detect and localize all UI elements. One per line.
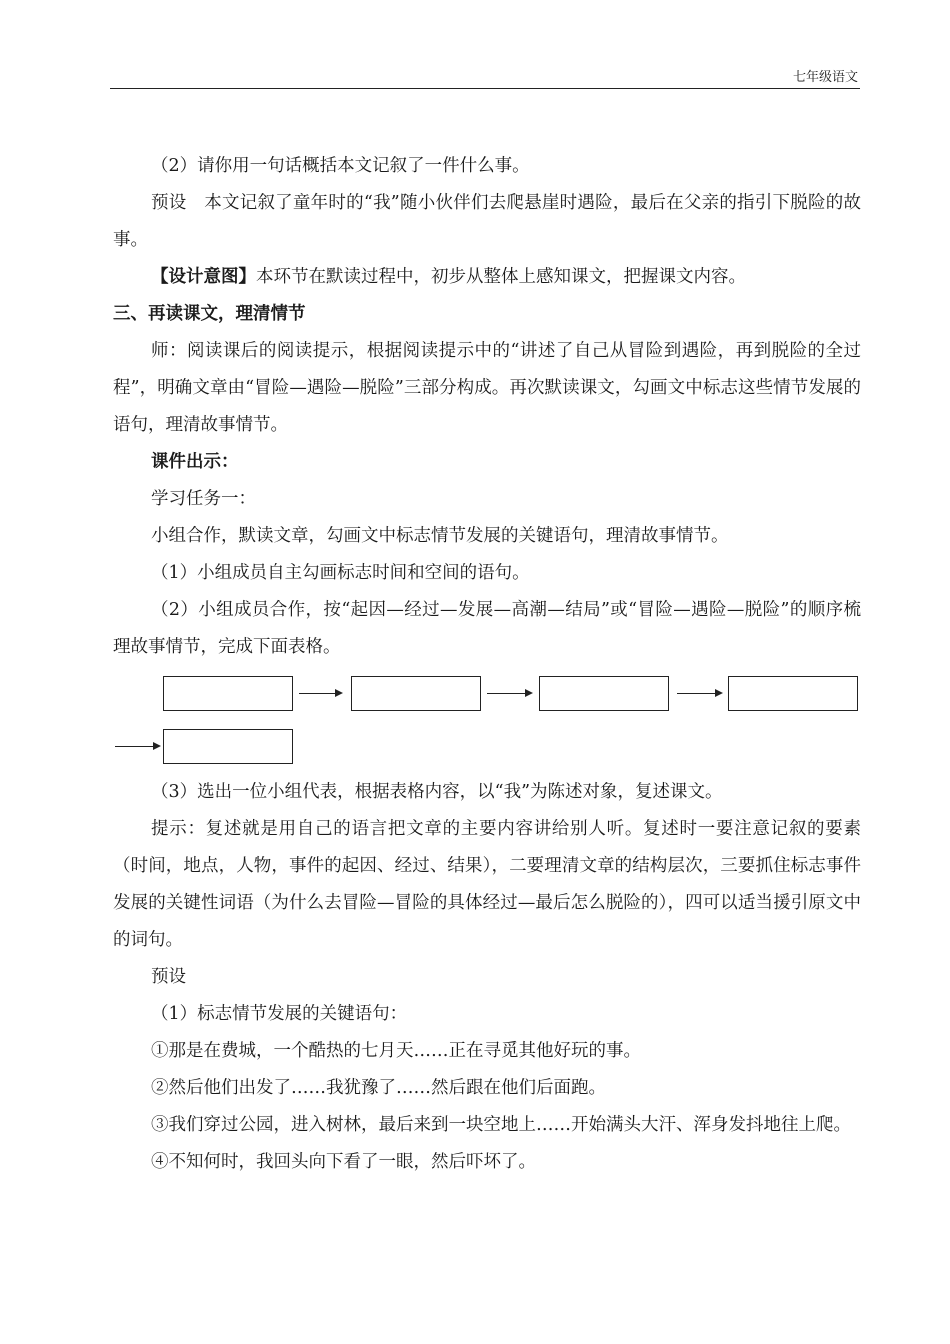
paragraph-question-2: （2）请你用一句话概括本文记叙了一件什么事。	[151, 156, 530, 176]
paragraph-step-1: （1）小组成员自主勾画标志时间和空间的语句。	[151, 563, 530, 583]
plot-flow-chart	[113, 666, 861, 774]
document-body	[113, 148, 861, 1181]
paragraph-preset-label: 预设	[151, 967, 186, 987]
paragraph-step-3: （3）选出一位小组代表，根据表格内容，以“我”为陈述对象，复述课文。	[151, 782, 723, 802]
paragraph-design-intent	[113, 259, 861, 296]
paragraph-key-sentences: （1）标志情节发展的关键语句：	[151, 1004, 408, 1024]
flow-box-1[interactable]	[163, 676, 293, 711]
design-intent-text: 本环节在默读过程中，初步从整体上感知课文，把握课文内容。	[256, 267, 746, 287]
flow-box-2[interactable]	[351, 676, 481, 711]
paragraph-teacher: 师：阅读课后的阅读提示，根据阅读提示中的“讲述了自己从冒险到遇险，再到脱险的全过程”，明确文章由“冒险—遇险—脱险”三部分构成。再次默读课文，勾画文中标志这些情节发展的语句，理清故事情节。	[113, 341, 861, 435]
flow-arrow-2	[487, 693, 531, 694]
design-intent-label: 【设计意图】	[151, 267, 256, 287]
paragraph-group-work: 小组合作，默读文章，勾画文中标志情节发展的关键语句，理清故事情节。	[151, 526, 729, 546]
header-title: 七年级语文	[792, 70, 858, 85]
page-header	[110, 66, 860, 89]
list-item-sentence-4: ④不知何时，我回头向下看了一眼，然后吓坏了。	[151, 1152, 536, 1172]
flow-arrow-4	[115, 746, 159, 747]
flow-box-4[interactable]	[728, 676, 858, 711]
paragraph-step-2: （2）小组成员合作，按“起因—经过—发展—高潮—结局”或“冒险—遇险—脱险”的顺序梳理故事情节，完成下面表格。	[113, 600, 861, 657]
list-item-sentence-2: ②然后他们出发了……我犹豫了……然后跟在他们后面跑。	[151, 1078, 606, 1098]
flow-box-5[interactable]	[163, 729, 293, 764]
flow-box-3[interactable]	[539, 676, 669, 711]
paragraph-task-one: 学习任务一：	[151, 489, 256, 509]
list-item-sentence-1: ①那是在费城，一个酷热的七月天……正在寻觅其他好玩的事。	[151, 1041, 641, 1061]
flow-arrow-1	[299, 693, 341, 694]
paragraph-courseware: 课件出示：	[151, 452, 239, 472]
paragraph-preset-answer: 预设 本文记叙了童年时的“我”随小伙伴们去爬悬崖时遇险，最后在父亲的指引下脱险的故事。	[113, 193, 861, 250]
flow-arrow-3	[677, 693, 721, 694]
paragraph-hint: 提示：复述就是用自己的语言把文章的主要内容讲给别人听。复述时一要注意记叙的要素（时间，地点，人物，事件的起因、经过、结果），二要理清文章的结构层次，三要抓住标志事件发展的关键性词语（为什么去冒险—冒险的具体经过—最后怎么脱险的），四可以适当援引原文中的词句。	[113, 819, 861, 950]
list-item-sentence-3: ③我们穿过公园，进入树林，最后来到一块空地上……开始满头大汗、浑身发抖地往上爬。	[151, 1115, 851, 1135]
section-heading-3: 三、再读课文，理清情节	[113, 304, 306, 324]
